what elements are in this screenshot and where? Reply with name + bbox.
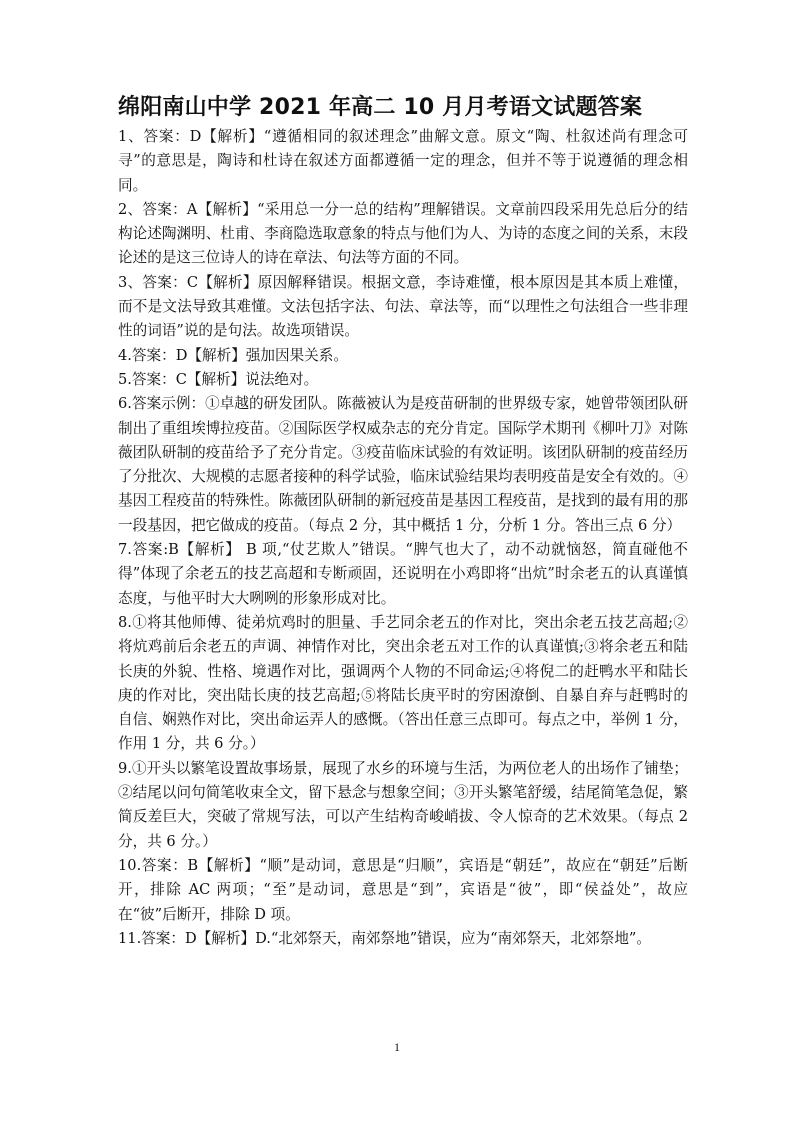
answer-item-3: 3、答案：C【解析】原因解释错误。根据文意，李诗难懂，根本原因是其本质上难懂，而不是文法导致其难懂。文法包括字法、句法、章法等，而“以理性之句法组合一些非理性的词语”说的是句法。故选项错误。 xyxy=(118,273,688,340)
document-title: 绵阳南山中学 2021 年高二 10 月月考语文试题答案 xyxy=(118,95,643,120)
page-number: 1 xyxy=(394,1040,400,1054)
answer-item-7: 7.答案:B【解析】 B 项,“仗艺欺人”错误。“脾气也大了，动不动就恼怒，简直碰他不得”体现了余老五的技艺高超和专断顽固，还说明在小鸡即将“出炕”时余老五的认真谨慎态度，与他平时大大咧咧的形象形成对比。 xyxy=(118,541,688,607)
answer-item-5: 5.答案：C【解析】说法绝对。 xyxy=(118,370,319,388)
answer-item-6: 6.答案示例：①卓越的研发团队。陈薇被认为是疫苗研制的世界级专家，她曾带领团队研制出了重组埃博拉疫苗。②国际医学权威杂志的充分肯定。国际学术期刊《柳叶刀》对陈薇团队研制的疫苗给予了充分肯定。③疫苗临床试验的有效证明。该团队研制的疫苗经历了分批次、大规模的志愿者接种的科学试验，临床试验结果均表明疫苗是安全有效的。④基因工程疫苗的特殊性。陈薇团队研制的新冠疫苗是基因工程疫苗，是找到的最有用的那一段基因，把它做成的疫苗。（每点 2 分，其中概括 1 分，分析 1 分。答出三点 6 分） xyxy=(118,395,688,534)
answer-item-9: 9.①开头以繁笔设置故事场景，展现了水乡的环境与生活，为两位老人的出场作了铺垫；②结尾以问句简笔收束全文，留下悬念与想象空间；③开头繁笔舒缓，结尾简笔急促，繁简反差巨大，突破了常规写法，可以产生结构奇峻峭拔、令人惊奇的艺术效果。（每点 2 分，共 6 分。） xyxy=(118,759,688,850)
answer-item-1: 1、答案：D【解析】“遵循相同的叙述理念”曲解文意。原文“陶、杜叙述尚有理念可寻”的意思是，陶诗和杜诗在叙述方面都遵循一定的理念，但并不等于说遵循的理念相同。 xyxy=(118,128,688,194)
answer-item-11: 11.答案：D【解析】D.“北郊祭天，南郊祭地”错误，应为“南郊祭天，北郊祭地”。 xyxy=(118,929,651,947)
answer-item-4: 4.答案：D【解析】强加因果关系。 xyxy=(118,346,348,364)
answer-item-10: 10.答案：B【解析】“顺”是动词，意思是“归顺”，宾语是“朝廷”，故应在“朝廷”后断开，排除 AC 两项；“至”是动词，意思是“到”，宾语是“彼”，即“侯益处”，故应在“彼”后断开，排除 D 项。 xyxy=(118,856,688,923)
answer-item-8: 8.①将其他师傅、徒弟炕鸡时的胆量、手艺同余老五的作对比，突出余老五技艺高超;②将炕鸡前后余老五的声调、神情作对比，突出余老五对工作的认真谨慎;③将余老五和陆长庚的外貌、性格、境遇作对比，强调两个人物的不同命运;④将倪二的赶鸭水平和陆长庚的作对比，突出陆长庚的技艺高超;⑤将陆长庚平时的穷困潦倒、自暴自弃与赶鸭时的自信、娴熟作对比，突出命运弄人的感慨。（答出任意三点即可。每点之中，举例 1 分，作用 1 分，共 6 分。） xyxy=(118,613,688,753)
answer-item-2: 2、答案：A【解析】“采用总一分一总的结构”理解错误。文章前四段采用先总后分的结构论述陶渊明、杜甫、李商隐选取意象的特点与他们为人、为诗的态度之间的关系，末段论述的是这三位诗人的诗在章法、句法等方面的不同。 xyxy=(118,200,688,267)
answer-document xyxy=(118,92,688,951)
